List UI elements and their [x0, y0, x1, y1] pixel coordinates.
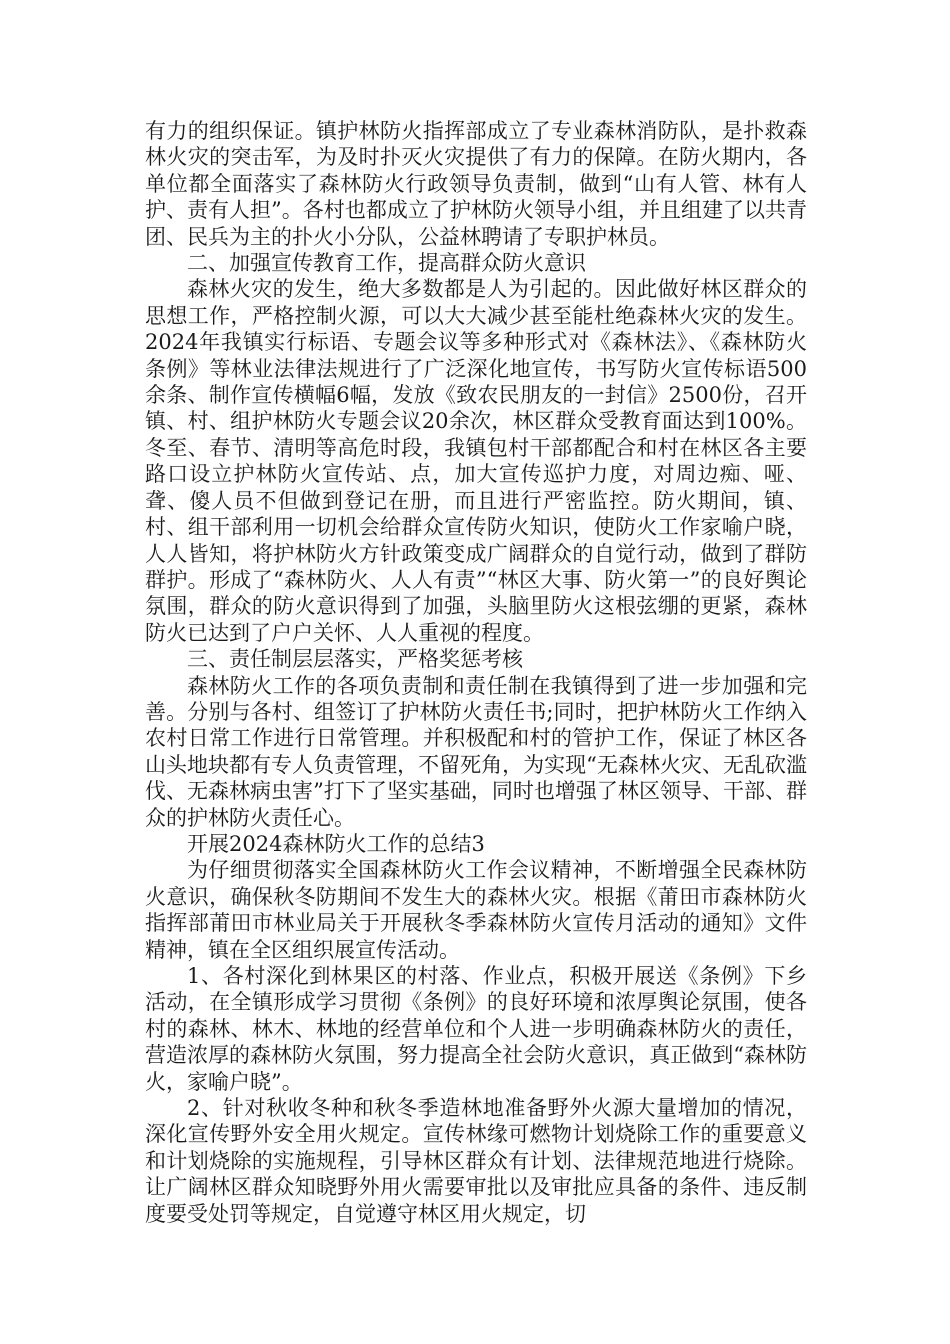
- section-heading-responsibility: 三、责任制层层落实，严格奖惩考核: [187, 647, 523, 672]
- document-page: [145, 118, 807, 1227]
- paragraph-publicity: 森林火灾的发生，绝大多数都是人为引起的。因此做好林区群众的思想工作，严格控制火源，可以大大减少甚至能杜绝森林火灾的发生。2024年我镇实行标语、专题会议等多种形式对《森林法》、《森林防火条例》等林业法律法规进行了广泛深化地宣传，书写防火宣传标语500余条、制作宣传横幅6幅，发放《致农民朋友的一封信》2500份，召开镇、村、组护林防火专题会议20余次，林区群众受教育面达到100%。冬至、春节、清明等高危时段，我镇包村干部都配合和村在林区各主要路口设立护林防火宣传站、点，加大宣传巡护力度，对周边痴、哑、聋、傻人员不但做到登记在册，而且进行严密监控。防火期间，镇、村、组干部利用一切机会给群众宣传防火知识，使防火工作家喻户晓，人人皆知，将护林防火方针政策变成广阔群众的自觉行动，做到了群防群护。形成了“森林防火、人人有责”“林区大事、防火第一”的良好舆论氛围，群众的防火意识得到了加强，头脑里防火这根弦绷的更紧，森林防火已达到了户户关怀、人人重视的程度。: [145, 277, 807, 645]
- paragraph-responsibility: 森林防火工作的各项负责制和责任制在我镇得到了进一步加强和完善。分别与各村、组签订了护林防火责任书;同时，把护林防火工作纳入农村日常工作进行日常管理。并积极配和村的管护工作，保证了林区各山头地块都有专人负责管理，不留死角，为实现“无森林火灾、无乱砍滥伐、无森林病虫害”打下了坚实基础，同时也增强了林区领导、干部、群众的护林防火责任心。: [145, 673, 807, 830]
- paragraph-organization: 有力的组织保证。镇护林防火指挥部成立了专业森林消防队，是扑救森林火灾的突击军，为及时扑灭火灾提供了有力的保障。在防火期内，各单位都全面落实了森林防火行政领导负责制，做到“山有人管、林有人护、责有人担”。各村也都成立了护林防火领导小组，并且组建了以共青团、民兵为主的扑火小分队，公益林聘请了专职护林员。: [145, 119, 807, 249]
- section-heading-summary-3: 开展2024森林防火工作的总结3: [187, 831, 485, 856]
- paragraph-item-2: 2、针对秋收冬种和秋冬季造林地准备野外火源大量增加的情况，深化宣传野外安全用火规定。宣传林缘可燃物计划烧除工作的重要意义和计划烧除的实施规程，引导林区群众有计划、法律规范地进行烧除。让广阔林区群众知晓野外用火需要审批以及审批应具备的条件、违反制度要受处罚等规定，自觉遵守林区用火规定，切: [145, 1096, 807, 1226]
- paragraph-summary-intro: 为仔细贯彻落实全国森林防火工作会议精神，不断增强全民森林防火意识，确保秋冬防期间不发生大的森林火灾。根据《莆田市森林防火指挥部莆田市林业局关于开展秋冬季森林防火宣传月活动的通知》文件精神，镇在全区组织展宣传活动。: [145, 858, 807, 962]
- section-heading-publicity: 二、加强宣传教育工作，提高群众防火意识: [187, 251, 586, 276]
- paragraph-item-1: 1、各村深化到林果区的村落、作业点，积极开展送《条例》下乡活动，在全镇形成学习贯彻《条例》的良好环境和浓厚舆论氛围，使各村的森林、林木、林地的经营单位和个人进一步明确森林防火的责任，营造浓厚的森林防火氛围，努力提高全社会防火意识，真正做到“森林防火，家喻户晓”。: [145, 964, 807, 1094]
